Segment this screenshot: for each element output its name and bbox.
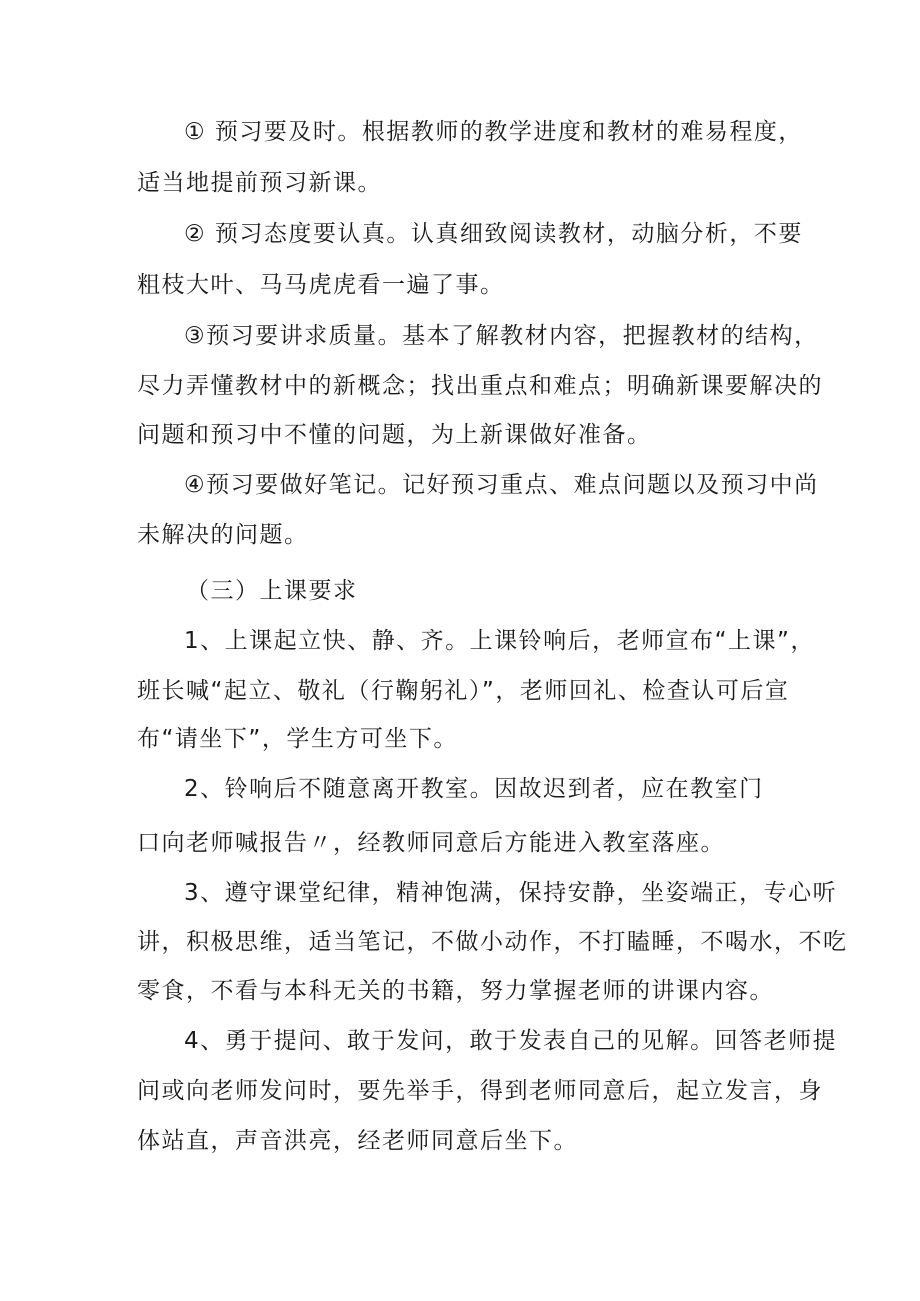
paragraph-1-line-1: ① 预习要及时。根据教师的教学进度和教材的难易程度， [184, 119, 803, 145]
paragraph-1-line-2: 适当地提前预习新课。 [137, 170, 382, 196]
paragraph-4-line-2: 未解决的问题。 [137, 522, 309, 548]
paragraph-2-line-1: ② 预习态度要认真。认真细致阅读教材，动脑分析，不要 [184, 221, 803, 247]
paragraph-5-line-1: 1、上课起立快、静、齐。上课铃响后，老师宣布“上课”， [184, 628, 815, 654]
paragraph-5-line-2: 班长喊“起立、敬礼（行鞠躬礼）”，老师回礼、检查认可后宣 [137, 678, 790, 704]
paragraph-8-line-3: 体站直，声音洪亮，经老师同意后坐下。 [137, 1128, 578, 1154]
paragraph-8-line-1: 4、勇于提问、敢于发问，敢于发表自己的见解。回答老师提 [184, 1028, 838, 1054]
section-heading: （三）上课要求 [186, 578, 358, 604]
paragraph-6-line-1: 2、铃响后不随意离开教室。因故迟到者，应在教室门 [184, 776, 764, 802]
paragraph-3-line-3: 问题和预习中不懂的问题，为上新课做好准备。 [137, 422, 652, 448]
paragraph-6-line-2: 口向老师喊报告〃，经教师同意后方能进入教室落座。 [137, 830, 725, 856]
paragraph-2-line-2: 粗枝大叶、马马虎虎看一遍了事。 [137, 272, 505, 298]
paragraph-4-line-1: ④预习要做好笔记。记好预习重点、难点问题以及预习中尚 [184, 472, 819, 498]
paragraph-5-line-3: 布“请坐下”，学生方可坐下。 [137, 726, 458, 752]
paragraph-3-line-2: 尽力弄懂教材中的新概念；找出重点和难点；明确新课要解决的 [137, 373, 823, 399]
paragraph-8-line-2: 问或向老师发问时，要先举手，得到老师同意后，起立发言，身 [137, 1078, 823, 1104]
paragraph-3-line-1: ③预习要讲求质量。基本了解教材内容，把握教材的结构， [184, 323, 819, 349]
paragraph-7-line-3: 零食，不看与本科无关的书籍，努力掌握老师的讲课内容。 [137, 978, 774, 1004]
paragraph-7-line-2: 讲，积极思维，适当笔记，不做小动作，不打瞌睡，不喝水，不吃 [137, 929, 848, 955]
paragraph-7-line-1: 3、遵守课堂纪律，精神饱满，保持安静，坐姿端正，专心听 [184, 880, 838, 906]
